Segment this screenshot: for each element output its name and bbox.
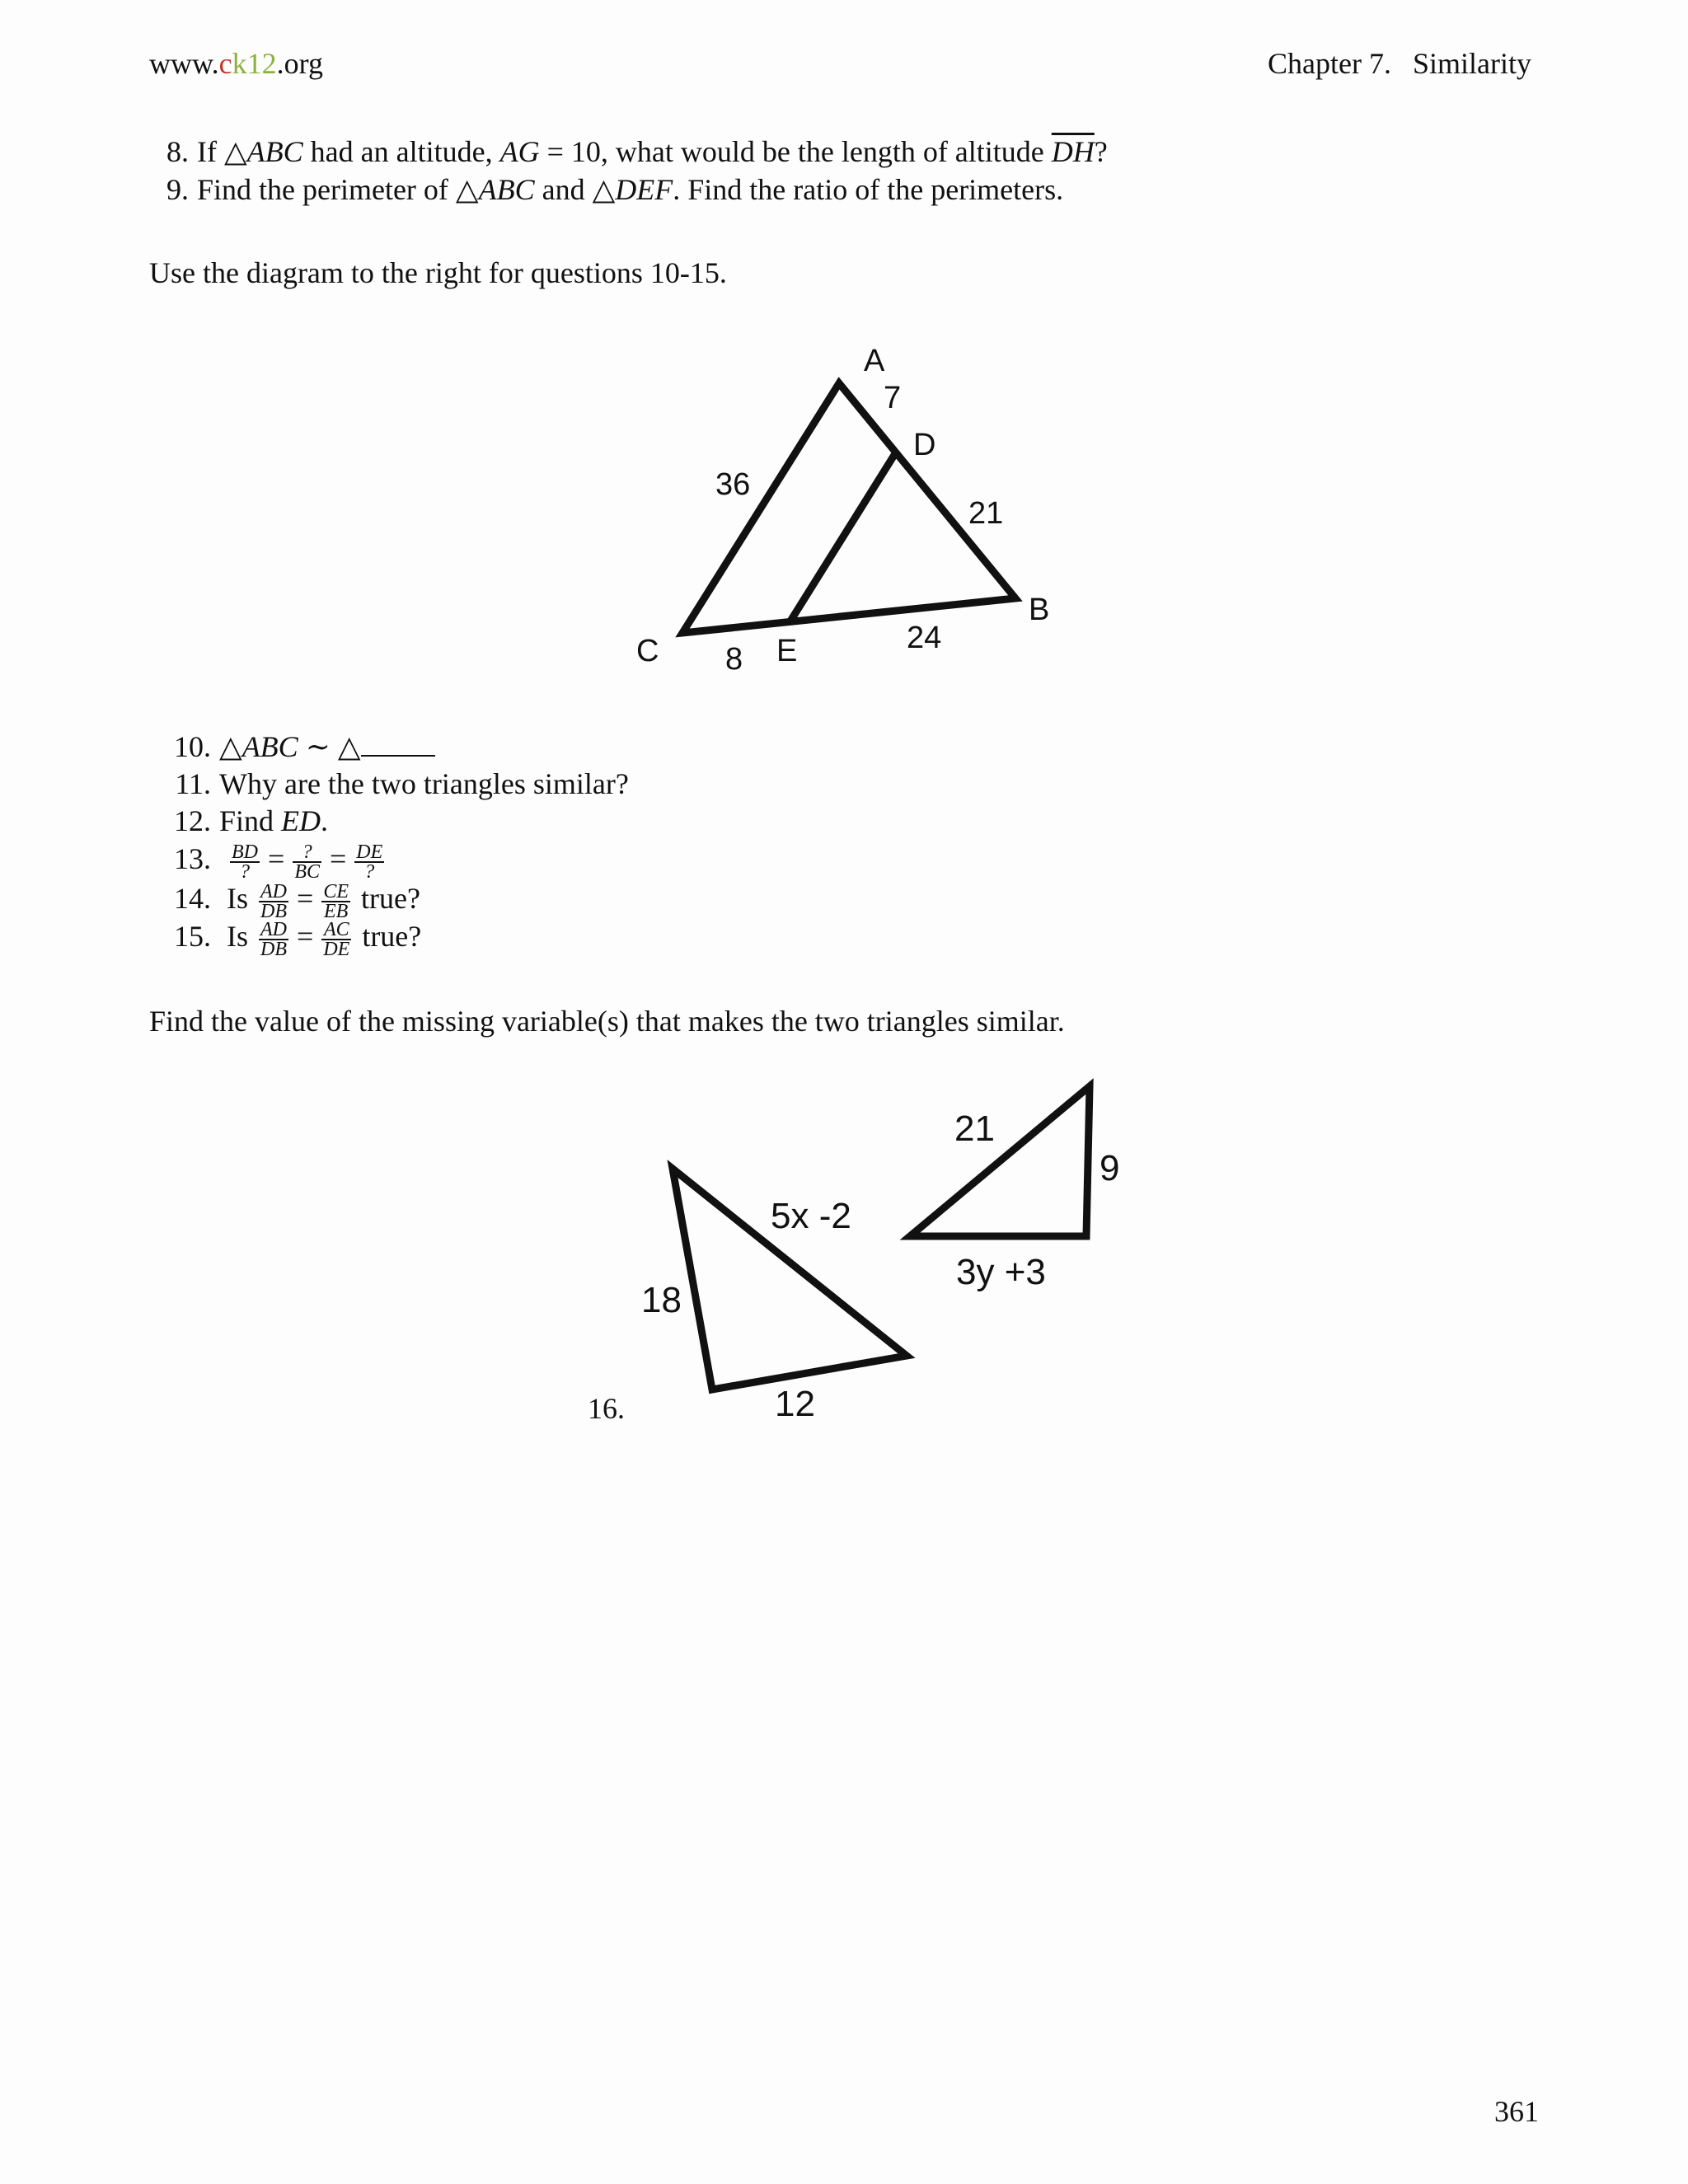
site-url-brand-c: c bbox=[218, 47, 232, 80]
denominator: BC bbox=[294, 860, 320, 883]
denominator: DE bbox=[323, 938, 350, 960]
denominator: ? bbox=[364, 860, 375, 883]
length-ac-label: 36 bbox=[715, 467, 751, 502]
site-url[interactable] bbox=[149, 46, 323, 81]
question-13: 13. $\frac{BD}{?}$ = $\frac{?}{BC}$ = $\frac{DE}{?}$ bbox=[149, 841, 387, 881]
numerator: ? bbox=[293, 843, 321, 863]
question-number: 8. bbox=[166, 135, 189, 168]
question-text: Find the perimeter of △ bbox=[197, 173, 479, 206]
fraction bbox=[259, 880, 288, 922]
question-text: . bbox=[321, 804, 329, 837]
instruction-diagram-2: Find the value of the missing variable(s) that makes the two triangles similar. bbox=[149, 1005, 1065, 1038]
question-number: 15. bbox=[174, 920, 211, 953]
vertex-b-label: B bbox=[1029, 593, 1050, 627]
question-text: and △ bbox=[534, 173, 616, 206]
page-number: 361 bbox=[1494, 2095, 1539, 2128]
question-text: ∼ △ bbox=[298, 730, 361, 763]
question-text: △ bbox=[219, 730, 242, 763]
question-number: 10. bbox=[174, 730, 211, 763]
denominator: ? bbox=[240, 860, 250, 883]
fraction bbox=[321, 880, 350, 922]
math-expr: ABC bbox=[246, 135, 303, 168]
question-text: ? bbox=[1094, 135, 1108, 168]
question-text: Find bbox=[219, 804, 282, 837]
denominator: DB bbox=[260, 900, 287, 922]
math-expr: DEF bbox=[615, 173, 673, 206]
vertex-c-label: C bbox=[636, 634, 659, 668]
fraction bbox=[321, 918, 351, 960]
site-url-brand-num: 12 bbox=[246, 47, 277, 80]
left-bottom-label: 12 bbox=[775, 1384, 815, 1424]
right-bottom-label: 3y +3 bbox=[956, 1252, 1046, 1292]
vertex-d-label: D bbox=[913, 428, 936, 462]
fraction bbox=[354, 843, 384, 881]
question-number: 13. bbox=[174, 842, 211, 875]
question-text: Is bbox=[227, 882, 248, 915]
vertex-e-label: E bbox=[776, 634, 798, 668]
question-text: = 10, what would be the length of altitude bbox=[539, 135, 1052, 168]
question-number: 11. bbox=[175, 767, 211, 800]
math-expr: ABC bbox=[478, 173, 535, 206]
site-url-brand-k: k bbox=[232, 47, 247, 80]
site-url-suffix: .org bbox=[276, 47, 323, 80]
answer-blank[interactable] bbox=[361, 730, 435, 757]
chapter-number: Chapter 7. bbox=[1268, 47, 1391, 80]
numerator: AD bbox=[260, 880, 287, 902]
right-triangle bbox=[910, 1086, 1090, 1236]
numerator: AD bbox=[260, 918, 287, 940]
question-16-number: 16. bbox=[588, 1392, 625, 1425]
question-text: Is bbox=[227, 920, 248, 953]
length-db-label: 21 bbox=[968, 496, 1004, 531]
question-14: 14. Is $\frac{AD}{DB}$ = $\frac{CE}{EB}$ true? bbox=[149, 880, 420, 921]
left-hyp-label: 5x -2 bbox=[771, 1196, 851, 1236]
left-side-label: 18 bbox=[641, 1280, 682, 1320]
segment-de bbox=[791, 455, 894, 620]
question-8 bbox=[149, 134, 1108, 170]
question-text: If △ bbox=[197, 135, 247, 168]
denominator: EB bbox=[323, 900, 349, 922]
question-text: had an altitude, bbox=[302, 135, 500, 168]
question-number: 9. bbox=[166, 173, 189, 206]
numerator: DE bbox=[356, 841, 383, 863]
question-number: 12. bbox=[174, 804, 211, 837]
instruction-diagram-1: Use the diagram to the right for questions 10-15. bbox=[149, 256, 727, 289]
question-number: 14. bbox=[174, 882, 211, 915]
question-text: true? bbox=[362, 920, 422, 953]
question-12 bbox=[149, 803, 328, 839]
triangle-abc bbox=[682, 383, 1015, 633]
math-segment: $\overline{DH}$ bbox=[1051, 135, 1095, 168]
question-text: . Find the ratio of the perimeters. bbox=[673, 173, 1064, 206]
math-expr: AG bbox=[499, 135, 540, 168]
right-side-label: 9 bbox=[1100, 1148, 1120, 1188]
math-expr: ED bbox=[281, 804, 321, 837]
question-11 bbox=[149, 766, 629, 802]
vertex-a-label: A bbox=[864, 344, 885, 378]
chapter-title: Similarity bbox=[1413, 47, 1531, 80]
question-text: Why are the two triangles similar? bbox=[219, 767, 629, 800]
question-text: true? bbox=[360, 882, 420, 915]
site-url-prefix: www. bbox=[149, 47, 219, 80]
fraction bbox=[259, 918, 288, 960]
chapter-heading bbox=[1268, 46, 1531, 81]
length-ce-label: 8 bbox=[725, 642, 743, 677]
numerator: CE bbox=[323, 880, 349, 902]
numerator: BD bbox=[232, 841, 258, 863]
length-eb-label: 24 bbox=[907, 621, 942, 655]
question-15: 15. Is $\frac{AD}{DB}$ = $\frac{AC}{DE}$ true? bbox=[149, 918, 421, 958]
denominator: DB bbox=[260, 938, 287, 960]
fraction bbox=[293, 843, 321, 881]
length-ad-label: 7 bbox=[884, 381, 902, 415]
triangle-diagram-1 bbox=[626, 330, 1071, 692]
fraction bbox=[230, 843, 260, 881]
triangle-diagram-2 bbox=[626, 1063, 1137, 1442]
question-10 bbox=[149, 729, 435, 765]
right-hyp-label: 21 bbox=[954, 1108, 995, 1149]
numerator: AC bbox=[321, 921, 351, 940]
question-9 bbox=[149, 171, 1063, 208]
math-expr: ABC bbox=[241, 730, 298, 763]
